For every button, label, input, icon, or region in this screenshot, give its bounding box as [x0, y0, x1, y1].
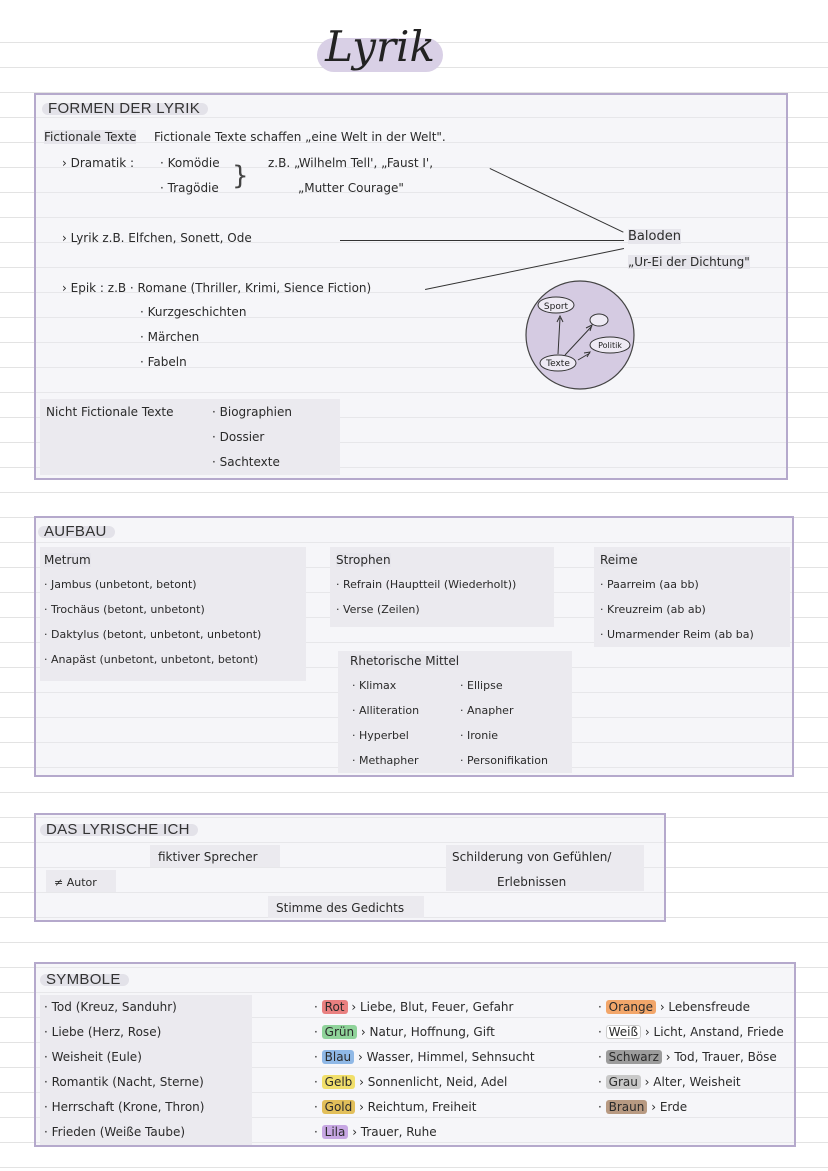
- color-meaning: › Wasser, Himmel, Sehnsucht: [358, 1050, 535, 1064]
- color-meaning: › Sonnenlicht, Neid, Adel: [359, 1075, 508, 1089]
- color-row-mid-1: · Rot › Liebe, Blut, Feuer, Gefahr: [314, 1000, 514, 1014]
- urei-label: „Ur-Ei der Dichtung": [628, 255, 750, 269]
- color-row-right-5: · Braun › Erde: [598, 1100, 688, 1114]
- symbol-left-4: · Romantik (Nacht, Sterne): [44, 1075, 204, 1089]
- rhetorik-right-3: · Ironie: [460, 729, 499, 742]
- rhetorik-right-1: · Ellipse: [460, 679, 503, 692]
- fiktiver-sprecher: fiktiver Sprecher: [158, 850, 258, 864]
- rhetorik-left-4: · Methapher: [352, 754, 419, 767]
- aufbau-header: AUFBAU: [40, 523, 111, 540]
- strophen-item-2: · Verse (Zeilen): [336, 603, 420, 616]
- color-meaning: › Trauer, Ruhe: [352, 1125, 437, 1139]
- symbol-left-3: · Weisheit (Eule): [44, 1050, 142, 1064]
- komoedie: · Komödie: [160, 156, 220, 170]
- metrum-item-1: · Jambus (unbetont, betont): [44, 578, 197, 591]
- curly-brace: }: [232, 161, 249, 191]
- color-row-right-2: · Weiß › Licht, Anstand, Friede: [598, 1025, 784, 1039]
- color-meaning: › Alter, Weisheit: [644, 1075, 741, 1089]
- balladen-label: Baloden: [628, 229, 681, 244]
- color-swatch: Gold: [322, 1100, 356, 1114]
- color-row-mid-3: · Blau › Wasser, Himmel, Sehnsucht: [314, 1050, 535, 1064]
- color-row-mid-2: · Grün › Natur, Hoffnung, Gift: [314, 1025, 495, 1039]
- drama-beispiel-1: z.B. „Wilhelm Tell', „Faust I',: [268, 156, 434, 170]
- color-row-mid-5: · Gold › Reichtum, Freiheit: [314, 1100, 477, 1114]
- nicht-fiktional-label: Nicht Fictionale Texte: [46, 405, 174, 419]
- strophen-item-1: · Refrain (Hauptteil (Wiederholt)): [336, 578, 517, 591]
- symbol-left-1: · Tod (Kreuz, Sanduhr): [44, 1000, 177, 1014]
- color-row-right-3: · Schwarz › Tod, Trauer, Böse: [598, 1050, 777, 1064]
- color-row-mid-6: · Lila › Trauer, Ruhe: [314, 1125, 437, 1139]
- ungleich-autor: ≠ Autor: [54, 876, 97, 889]
- circle: [526, 281, 634, 389]
- nicht-item-1: · Biographien: [212, 405, 292, 419]
- sport-label: Sport: [543, 302, 569, 312]
- color-swatch: Schwarz: [606, 1050, 662, 1064]
- symbole-header: SYMBOLE: [42, 971, 125, 988]
- formen-header: FORMEN DER LYRIK: [44, 100, 204, 117]
- ich-header: DAS LYRISCHE ICH: [42, 821, 194, 838]
- reime-item-2: · Kreuzreim (ab ab): [600, 603, 706, 616]
- color-meaning: › Lebensfreude: [659, 1000, 751, 1014]
- reime-label: Reime: [600, 553, 638, 567]
- color-swatch: Orange: [606, 1000, 656, 1014]
- metrum-item-4: · Anapäst (unbetont, unbetont, betont): [44, 653, 259, 666]
- reime-item-1: · Paarreim (aa bb): [600, 578, 699, 591]
- epik-item-3: · Fabeln: [140, 355, 187, 369]
- color-row-right-4: · Grau › Alter, Weisheit: [598, 1075, 741, 1089]
- texte-label: Texte: [546, 359, 570, 369]
- color-swatch: Lila: [322, 1125, 349, 1139]
- ballade-circle-diagram: [520, 278, 640, 394]
- strophen-label: Strophen: [336, 553, 391, 567]
- color-meaning: › Tod, Trauer, Böse: [665, 1050, 777, 1064]
- rhetorik-right-2: · Anapher: [460, 704, 514, 717]
- epik-line: › Epik : z.B · Romane (Thriller, Krimi, Sience Fiction): [62, 281, 372, 295]
- color-meaning: › Erde: [651, 1100, 688, 1114]
- schilderung-line-1: Schilderung von Gefühlen/: [452, 850, 612, 864]
- rhetorik-right-4: · Personifikation: [460, 754, 548, 767]
- color-swatch: Gelb: [322, 1075, 356, 1089]
- rhetorik-left-2: · Alliteration: [352, 704, 420, 717]
- drama-beispiel-2: „Mutter Courage": [298, 181, 404, 195]
- rhetorik-left-1: · Klimax: [352, 679, 397, 692]
- reime-item-3: · Umarmender Reim (ab ba): [600, 628, 754, 641]
- epik-item-1: · Kurzgeschichten: [140, 305, 247, 319]
- color-swatch: Braun: [606, 1100, 648, 1114]
- symbole-left-tint: [40, 995, 252, 1145]
- metrum-label: Metrum: [44, 553, 91, 567]
- color-swatch: Grün: [322, 1025, 357, 1039]
- lyrik-line: › Lyrik z.B. Elfchen, Sonett, Ode: [62, 231, 252, 245]
- color-swatch: Rot: [322, 1000, 348, 1014]
- epik-item-2: · Märchen: [140, 330, 200, 344]
- color-meaning: › Liebe, Blut, Feuer, Gefahr: [351, 1000, 514, 1014]
- nicht-item-2: · Dossier: [212, 430, 265, 444]
- rhetorik-label: Rhetorische Mittel: [350, 654, 460, 668]
- symbol-left-6: · Frieden (Weiße Taube): [44, 1125, 186, 1139]
- schilderung-line-2: Erlebnissen: [497, 875, 567, 889]
- metrum-item-3: · Daktylus (betont, unbetont, unbetont): [44, 628, 262, 641]
- symbol-left-2: · Liebe (Herz, Rose): [44, 1025, 162, 1039]
- color-meaning: › Reichtum, Freiheit: [359, 1100, 477, 1114]
- symbol-left-5: · Herrschaft (Krone, Thron): [44, 1100, 205, 1114]
- page-title: Lyrik: [325, 22, 435, 71]
- color-swatch: Blau: [322, 1050, 355, 1064]
- nicht-item-3: · Sachtexte: [212, 455, 280, 469]
- metrum-item-2: · Trochäus (betont, unbetont): [44, 603, 205, 616]
- politik-label: Politik: [598, 341, 622, 350]
- color-row-mid-4: · Gelb › Sonnenlicht, Neid, Adel: [314, 1075, 508, 1089]
- connector-lyrik: [340, 240, 624, 241]
- color-swatch: Grau: [606, 1075, 641, 1089]
- tragoedie: · Tragödie: [160, 181, 219, 195]
- fiktional-text: Fictionale Texte schaffen „eine Welt in der Welt".: [154, 130, 446, 144]
- color-row-right-1: · Orange › Lebensfreude: [598, 1000, 751, 1014]
- color-swatch: Weiß: [606, 1025, 641, 1039]
- title-area: [315, 22, 445, 80]
- dramatik-label: › Dramatik :: [62, 156, 135, 170]
- fiktional-label: Fictionale Texte: [44, 130, 137, 144]
- color-meaning: › Licht, Anstand, Friede: [644, 1025, 784, 1039]
- stimme-des-gedichts: Stimme des Gedichts: [276, 901, 405, 915]
- color-meaning: › Natur, Hoffnung, Gift: [360, 1025, 495, 1039]
- rhetorik-left-3: · Hyperbel: [352, 729, 409, 742]
